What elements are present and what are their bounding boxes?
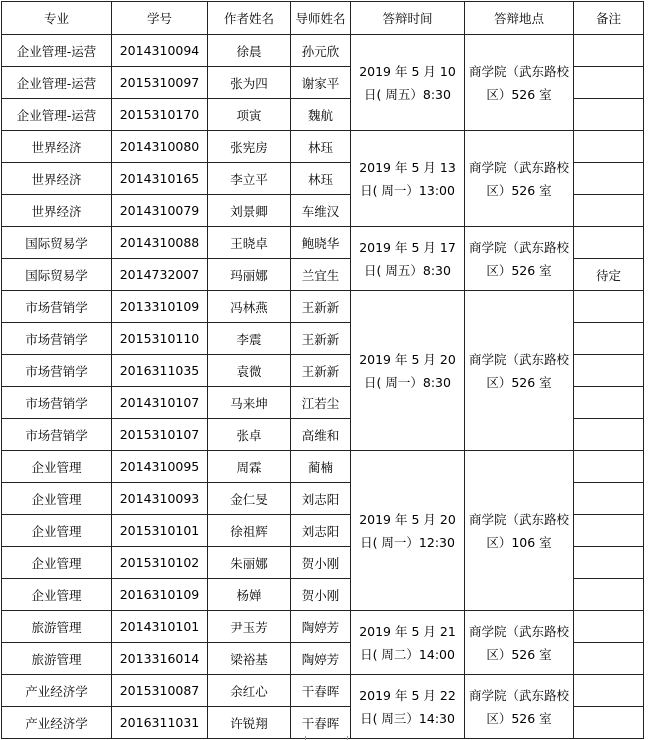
cell-remark	[574, 451, 644, 483]
cell-defense-time: 2019 年 5 月 17 日( 周五）8:30	[351, 227, 465, 291]
cell-defense-place: 商学院（武东路校区）526 室	[465, 227, 574, 291]
cell-author: 徐晨	[208, 35, 291, 67]
cell-student-id: 2013310109	[112, 291, 208, 323]
cell-author: 张卓	[208, 419, 291, 451]
cell-remark	[574, 675, 644, 707]
cell-remark	[574, 163, 644, 195]
cell-major: 市场营销学	[2, 387, 112, 419]
cell-major: 产业经济学	[2, 675, 112, 707]
cell-remark	[574, 387, 644, 419]
cell-remark	[574, 547, 644, 579]
cell-author: 张为四	[208, 67, 291, 99]
cell-remark	[574, 611, 644, 643]
cell-defense-time: 2019 年 5 月 22 日( 周三）14:30	[351, 675, 465, 739]
cell-advisor: 陶婷芳	[291, 611, 351, 643]
cell-advisor: 刘志阳	[291, 515, 351, 547]
cell-major: 旅游管理	[2, 611, 112, 643]
cell-author: 徐祖辉	[208, 515, 291, 547]
cell-major: 国际贸易学	[2, 259, 112, 291]
header-remark: 备注	[574, 2, 644, 35]
cell-author: 李震	[208, 323, 291, 355]
cell-student-id: 2014310079	[112, 195, 208, 227]
cell-defense-place: 商学院（武东路校区）526 室	[465, 291, 574, 451]
cell-major: 企业管理	[2, 547, 112, 579]
cell-author: 王晓卓	[208, 227, 291, 259]
cell-advisor: 陶婷芳	[291, 643, 351, 675]
cell-major: 旅游管理	[2, 643, 112, 675]
cell-remark	[574, 131, 644, 163]
cell-student-id: 2015310097	[112, 67, 208, 99]
header-advisor: 导师姓名	[291, 2, 351, 35]
cell-author: 余红心	[208, 675, 291, 707]
cell-remark	[574, 99, 644, 131]
cell-major: 市场营销学	[2, 323, 112, 355]
cell-author: 尹玉芳	[208, 611, 291, 643]
cell-remark	[574, 515, 644, 547]
cell-author: 杨婵	[208, 579, 291, 611]
cell-major: 市场营销学	[2, 291, 112, 323]
table-row	[2, 611, 644, 643]
cell-major: 世界经济	[2, 163, 112, 195]
cell-remark	[574, 483, 644, 515]
cell-student-id: 2014310165	[112, 163, 208, 195]
cell-student-id: 2015310102	[112, 547, 208, 579]
cell-remark	[574, 707, 644, 739]
cell-defense-place: 商学院（武东路校区）106 室	[465, 451, 574, 611]
cell-student-id: 2016311031	[112, 707, 208, 739]
cell-major: 世界经济	[2, 195, 112, 227]
cell-author: 张宪房	[208, 131, 291, 163]
cell-advisor: 林珏	[291, 131, 351, 163]
cell-student-id: 2014310101	[112, 611, 208, 643]
header-student-id: 学号	[112, 2, 208, 35]
cell-author: 玛丽娜	[208, 259, 291, 291]
cell-remark	[574, 35, 644, 67]
cell-advisor: 车维汉	[291, 195, 351, 227]
cell-student-id: 2014310080	[112, 131, 208, 163]
cell-student-id: 2014310107	[112, 387, 208, 419]
cell-major: 国际贸易学	[2, 227, 112, 259]
cell-student-id: 2014310094	[112, 35, 208, 67]
defense-schedule-table	[1, 1, 644, 739]
cell-defense-time: 2019 年 5 月 13 日( 周一）13:00	[351, 131, 465, 227]
cell-advisor: 干春晖	[291, 675, 351, 707]
cell-major: 市场营销学	[2, 419, 112, 451]
cell-author: 冯林燕	[208, 291, 291, 323]
cell-author: 项寅	[208, 99, 291, 131]
cell-advisor: 鲍晓华	[291, 227, 351, 259]
cell-advisor: 江若尘	[291, 387, 351, 419]
cell-advisor: 贺小刚	[291, 579, 351, 611]
cell-author: 朱丽娜	[208, 547, 291, 579]
cell-student-id: 2014310095	[112, 451, 208, 483]
cell-author: 金仁旻	[208, 483, 291, 515]
cell-remark: 待定	[574, 259, 644, 291]
header-defense-time: 答辩时间	[351, 2, 465, 35]
cell-remark	[574, 419, 644, 451]
cell-advisor: 王新新	[291, 355, 351, 387]
cell-advisor: 高维和	[291, 419, 351, 451]
cell-advisor: 魏航	[291, 99, 351, 131]
cell-student-id: 2016311035	[112, 355, 208, 387]
cell-major: 世界经济	[2, 131, 112, 163]
table-row	[2, 291, 644, 323]
cell-author: 马来坤	[208, 387, 291, 419]
cell-defense-place: 商学院（武东路校区）526 室	[465, 35, 574, 131]
cell-major: 企业管理-运营	[2, 67, 112, 99]
table-row	[2, 35, 644, 67]
cell-advisor: 谢家平	[291, 67, 351, 99]
cell-author: 袁微	[208, 355, 291, 387]
cell-student-id: 2015310107	[112, 419, 208, 451]
table-row	[2, 131, 644, 163]
cell-student-id: 2014732007	[112, 259, 208, 291]
cell-defense-time: 2019 年 5 月 10 日( 周五）8:30	[351, 35, 465, 131]
cell-student-id: 2015310101	[112, 515, 208, 547]
cell-major: 企业管理	[2, 451, 112, 483]
cell-defense-place: 商学院（武东路校区）526 室	[465, 131, 574, 227]
cell-author: 李立平	[208, 163, 291, 195]
cell-advisor: 干春晖	[291, 707, 351, 739]
cell-remark	[574, 323, 644, 355]
cell-student-id: 2013316014	[112, 643, 208, 675]
page-break-mark	[305, 736, 306, 740]
cell-advisor: 林珏	[291, 163, 351, 195]
cell-defense-place: 商学院（武东路校区）526 室	[465, 611, 574, 675]
cell-major: 市场营销学	[2, 355, 112, 387]
cell-student-id: 2016310109	[112, 579, 208, 611]
cell-remark	[574, 579, 644, 611]
table-row	[2, 227, 644, 259]
cell-student-id: 2015310087	[112, 675, 208, 707]
header-defense-place: 答辩地点	[465, 2, 574, 35]
cell-advisor: 贺小刚	[291, 547, 351, 579]
table-row	[2, 675, 644, 707]
cell-student-id: 2014310093	[112, 483, 208, 515]
cell-remark	[574, 227, 644, 259]
cell-major: 企业管理	[2, 483, 112, 515]
cell-author: 梁裕基	[208, 643, 291, 675]
header-major: 专业	[2, 2, 112, 35]
cell-advisor: 孙元欣	[291, 35, 351, 67]
cell-major: 企业管理	[2, 579, 112, 611]
header-author: 作者姓名	[208, 2, 291, 35]
cell-advisor: 王新新	[291, 291, 351, 323]
cell-advisor: 王新新	[291, 323, 351, 355]
cell-author: 周霖	[208, 451, 291, 483]
cell-defense-time: 2019 年 5 月 20 日( 周一）12:30	[351, 451, 465, 611]
cell-advisor: 蔺楠	[291, 451, 351, 483]
cell-student-id: 2015310110	[112, 323, 208, 355]
cell-advisor: 刘志阳	[291, 483, 351, 515]
cell-remark	[574, 355, 644, 387]
cell-defense-time: 2019 年 5 月 21 日( 周二）14:00	[351, 611, 465, 675]
cell-remark	[574, 195, 644, 227]
cell-major: 企业管理-运营	[2, 99, 112, 131]
cell-student-id: 2014310088	[112, 227, 208, 259]
cell-defense-time: 2019 年 5 月 20 日( 周一）8:30	[351, 291, 465, 451]
cell-remark	[574, 67, 644, 99]
cell-author: 刘景卿	[208, 195, 291, 227]
cell-defense-place: 商学院（武东路校区）526 室	[465, 675, 574, 739]
cell-remark	[574, 643, 644, 675]
cell-major: 企业管理-运营	[2, 35, 112, 67]
cell-major: 产业经济学	[2, 707, 112, 739]
cell-advisor: 兰宜生	[291, 259, 351, 291]
cell-remark	[574, 291, 644, 323]
cell-major: 企业管理	[2, 515, 112, 547]
page-break-mark	[347, 736, 348, 740]
header-row	[2, 2, 644, 35]
cell-author: 许锐翔	[208, 707, 291, 739]
table-row	[2, 451, 644, 483]
cell-student-id: 2015310170	[112, 99, 208, 131]
